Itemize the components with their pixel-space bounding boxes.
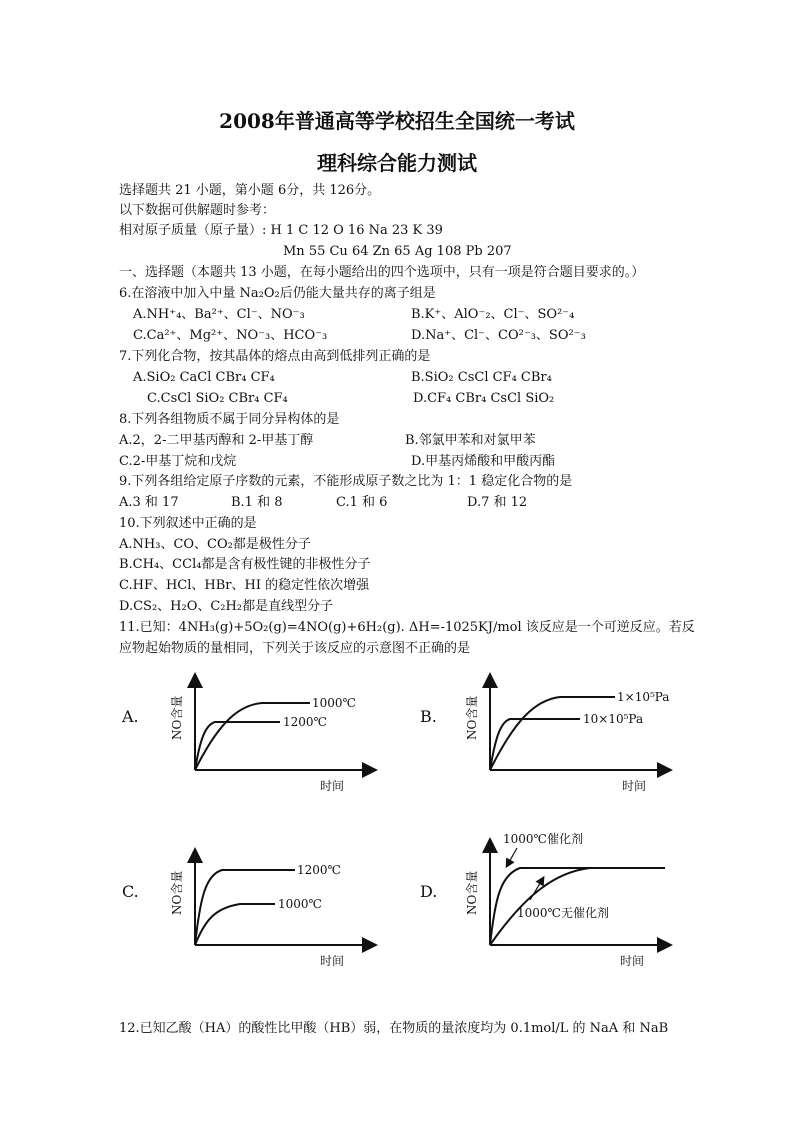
- graph-d-ylabel: NO含量: [465, 870, 479, 915]
- q7-stem: 7.下列化合物，按其晶体的熔点由高到低排列正确的是: [119, 349, 431, 364]
- q6-option-d: D.Na⁺、Cl⁻、CO²⁻₃、SO²⁻₃: [411, 328, 586, 343]
- graph-a-letter: A.: [122, 707, 139, 726]
- q10-option-b: B.CH₄、CCl₄都是含有极性键的非极性分子: [119, 557, 371, 572]
- graph-c-ylabel: NO含量: [170, 870, 184, 915]
- graph-b-label-1e5: 1×10⁵Pa: [617, 690, 670, 704]
- q10-stem: 10.下列叙述中正确的是: [119, 516, 257, 531]
- graph-a-curve-1000: [195, 703, 310, 770]
- q7-option-d: D.CF₄ CBr₄ CsCl SiO₂: [413, 391, 555, 406]
- q9-option-d: D.7 和 12: [467, 495, 528, 510]
- q8-option-d: D.甲基丙烯酸和甲酸丙酯: [411, 454, 556, 469]
- graph-a-xlabel: 时间: [320, 779, 345, 793]
- graph-c-xlabel: 时间: [320, 954, 345, 968]
- graph-c-letter: C.: [122, 882, 139, 901]
- graph-c-label-1200: 1200℃: [297, 863, 341, 877]
- q10-option-d: D.CS₂、H₂O、C₂H₂都是直线型分子: [119, 599, 334, 614]
- q10-option-a: A.NH₃、CO、CO₂都是极性分子: [119, 537, 311, 552]
- graph-d-label-catalyst: 1000℃催化剂: [503, 832, 583, 846]
- intro-line-2: 以下数据可供解题时参考：: [119, 203, 276, 218]
- q8-stem: 8.下列各组物质不属于同分异构体的是: [119, 412, 340, 427]
- graph-a-label-1200: 1200℃: [283, 715, 327, 729]
- q9-option-b: B.1 和 8: [231, 495, 283, 510]
- q11-stem-line-1: 11.已知：4NH₃(g)+5O₂(g)=4NO(g)+6H₂(g). ΔH=-1025KJ/mol 该反应是一个可逆反应。若反: [119, 620, 695, 635]
- q9-stem: 9.下列各组给定原子序数的元素，不能形成原子数之比为 1：1 稳定化合物的是: [119, 474, 573, 489]
- graph-a-ylabel: NO含量: [170, 695, 184, 740]
- q6-stem: 6.在溶液中加入中量 Na₂O₂后仍能大量共存的离子组是: [119, 286, 436, 301]
- q9-option-a: A.3 和 17: [119, 495, 179, 510]
- q6-option-b: B.K⁺、AlO⁻₂、Cl⁻、SO²⁻₄: [411, 307, 575, 322]
- graph-d-letter: D.: [420, 882, 438, 901]
- q6-option-c: C.Ca²⁺、Mg²⁺、NO⁻₃、HCO⁻₃: [133, 328, 328, 343]
- atomic-mass-line-1: 相对原子质量（原子量）: H 1 C 12 O 16 Na 23 K 39: [119, 223, 443, 238]
- section-heading: 一、选择题（本题共 13 小题，在每小题给出的四个选项中，只有一项是符合题目要求的。）: [119, 265, 645, 280]
- q8-option-b: B.邻氯甲苯和对氯甲苯: [405, 433, 536, 448]
- q8-option-c: C.2-甲基丁烷和戊烷: [119, 454, 237, 469]
- q10-option-c: C.HF、HCl、HBr、HI 的稳定性依次增强: [119, 578, 370, 593]
- graph-a-label-1000: 1000℃: [312, 696, 356, 710]
- q12-stem: 12.已知乙酸（HA）的酸性比甲酸（HB）弱，在物质的量浓度均为 0.1mol/L 的 NaA 和 NaB: [119, 1021, 669, 1036]
- graph-d-xlabel: 时间: [620, 954, 645, 968]
- q7-option-a: A.SiO₂ CaCl CBr₄ CF₄: [133, 370, 275, 385]
- q9-option-c: C.1 和 6: [336, 495, 388, 510]
- graph-c-curve-1000: [195, 904, 275, 945]
- graph-d-label-no-catalyst: 1000℃无催化剂: [517, 906, 609, 920]
- graph-b-ylabel: NO含量: [465, 695, 479, 740]
- q6-option-a: A.NH⁺₄、Ba²⁺、Cl⁻、NO⁻₃: [133, 307, 305, 322]
- q7-option-c: C.CsCl SiO₂ CBr₄ CF₄: [147, 391, 288, 406]
- exam-subtitle: 理科综合能力测试: [317, 151, 477, 175]
- graph-c-label-1000: 1000℃: [278, 897, 322, 911]
- q8-option-a: A.2，2-二甲基丙醇和 2-甲基丁醇: [119, 433, 314, 448]
- intro-line-1: 选择题共 21 小题，第小题 6分，共 126分。: [119, 183, 381, 198]
- exam-title: 2008年普通高等学校招生全国统一考试: [219, 109, 575, 133]
- graph-b-xlabel: 时间: [622, 779, 647, 793]
- graph-d: [490, 845, 665, 945]
- graph-b-letter: B.: [420, 707, 437, 726]
- graph-b-curve-1e5: [490, 697, 615, 770]
- atomic-mass-line-2: Mn 55 Cu 64 Zn 65 Ag 108 Pb 207: [283, 244, 512, 259]
- graph-b-label-10e5: 10×10⁵Pa: [583, 712, 644, 726]
- q7-option-b: B.SiO₂ CsCl CF₄ CBr₄: [411, 370, 552, 385]
- q11-stem-line-2: 应物起始物质的量相同，下列关于该反应的示意图不正确的是: [119, 641, 471, 656]
